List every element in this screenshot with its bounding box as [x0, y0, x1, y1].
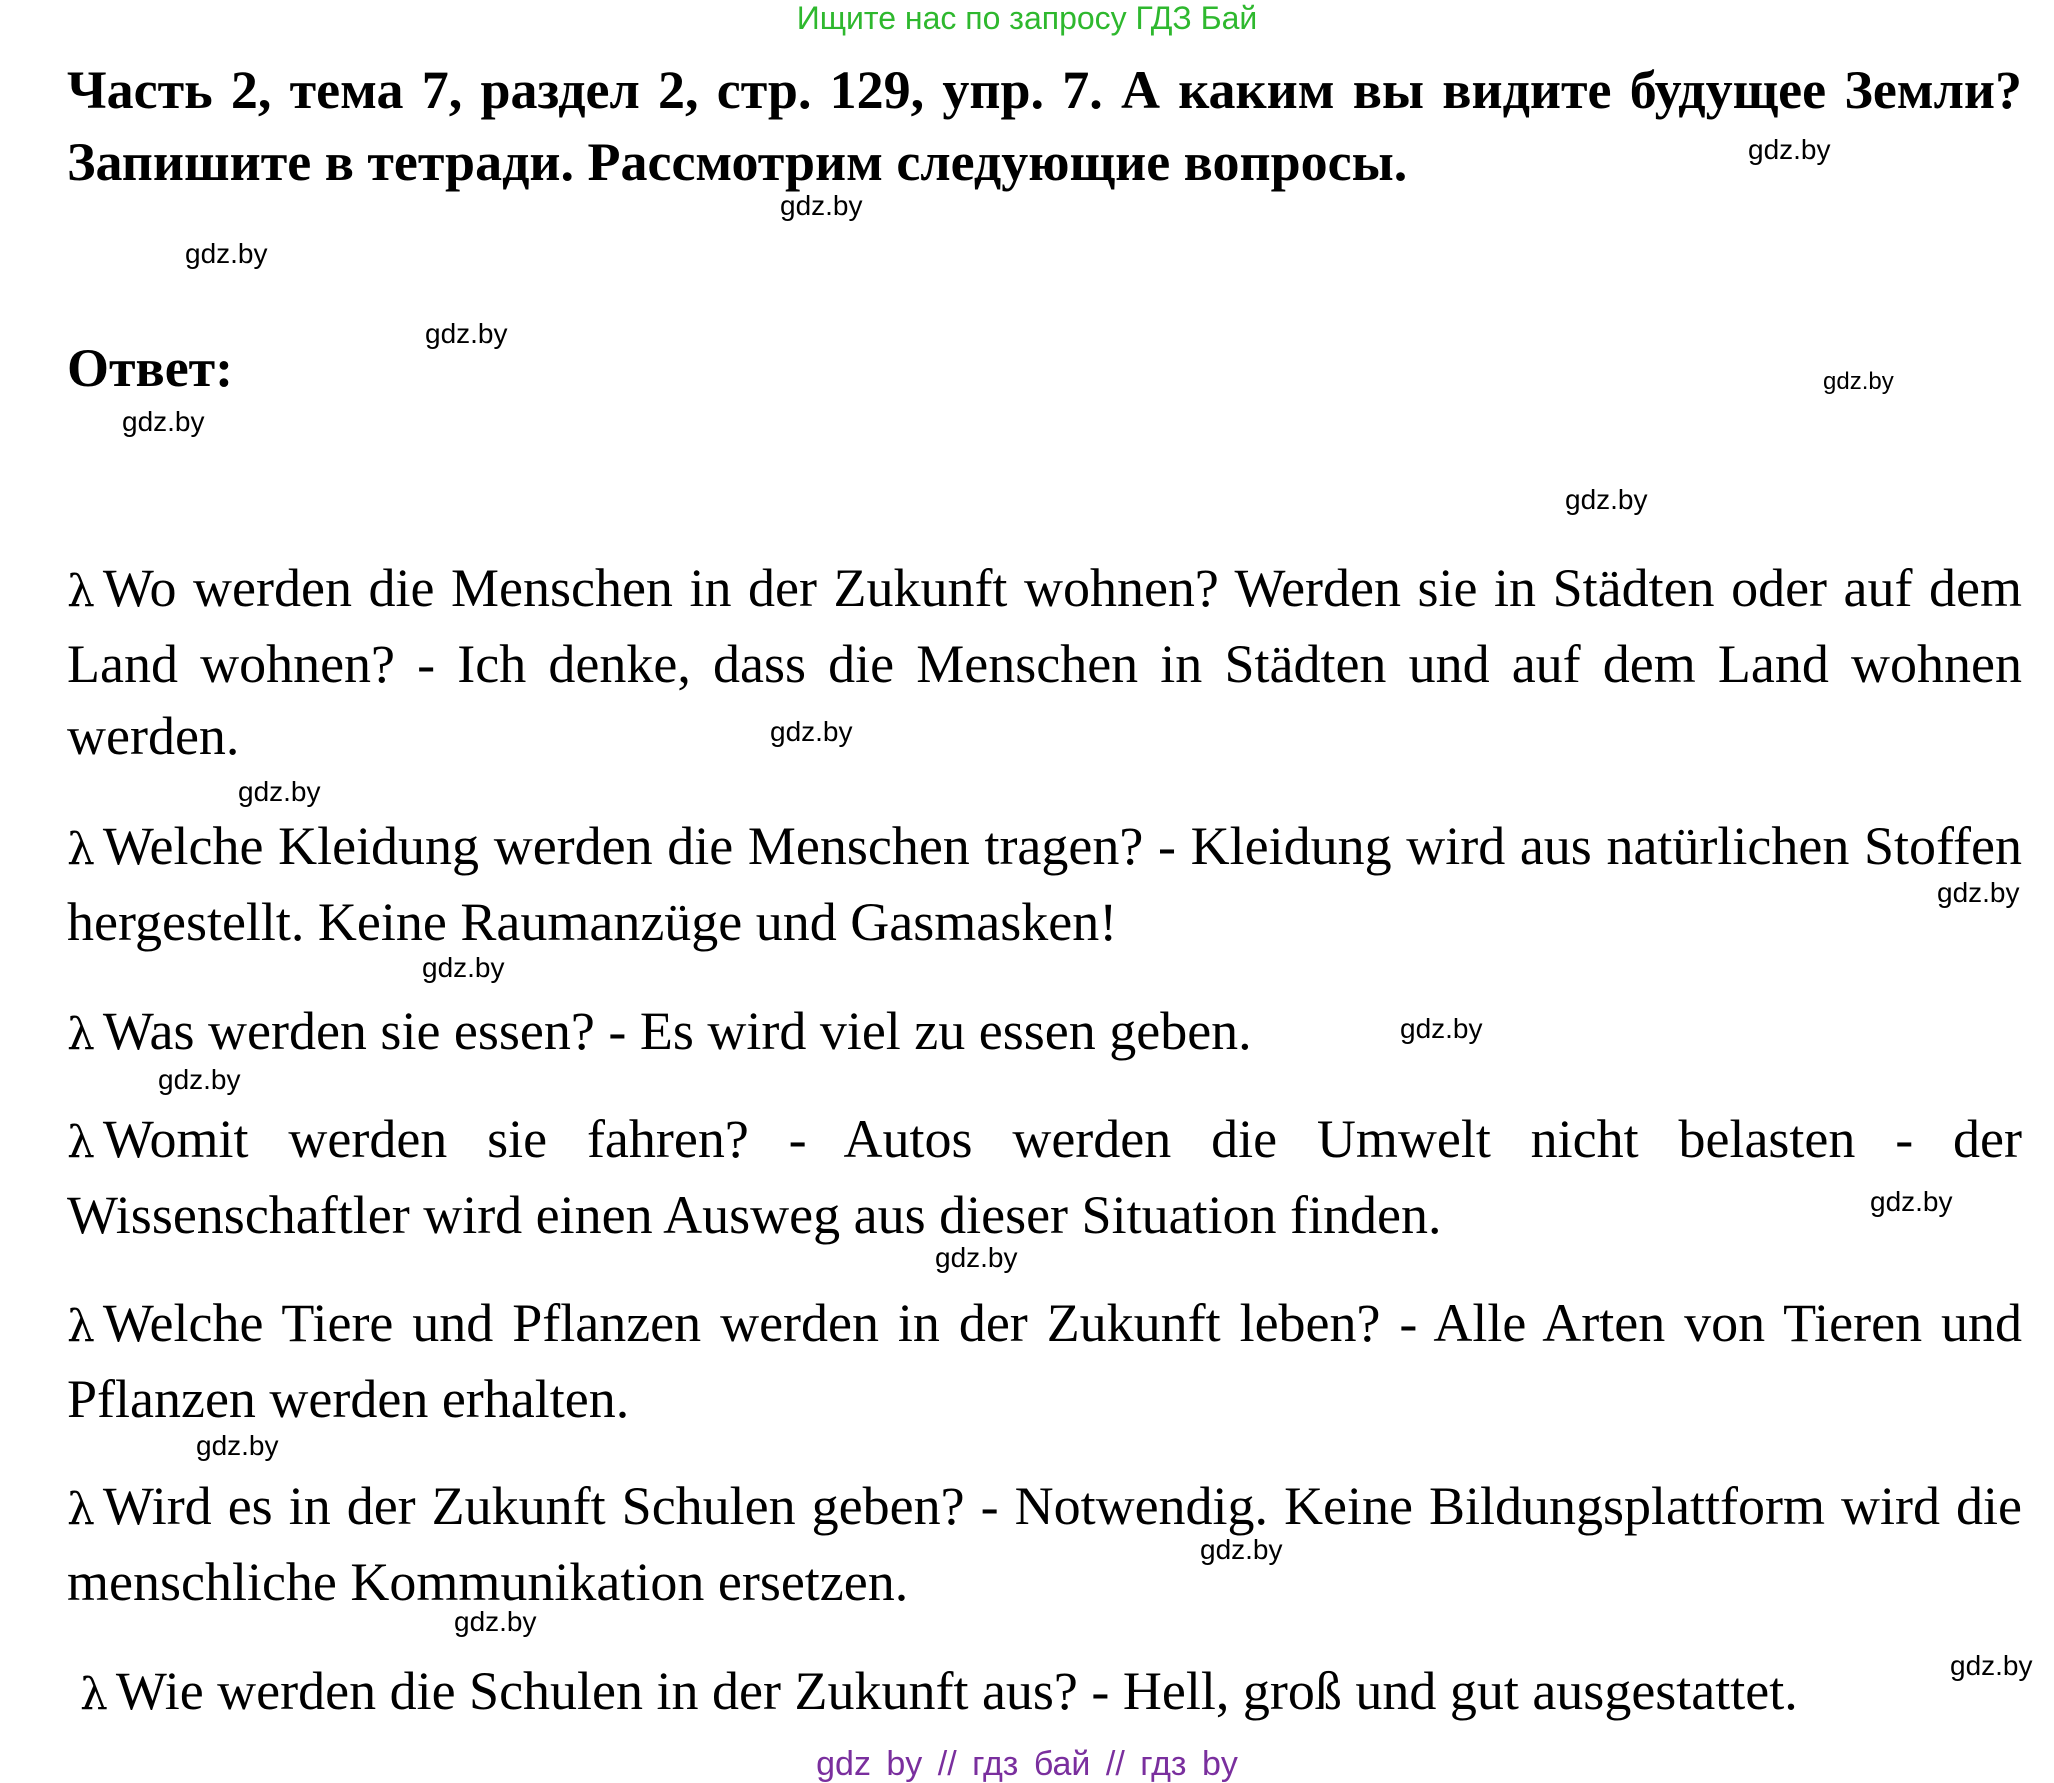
bullet-marker: λ: [67, 1484, 95, 1535]
watermark: gdz.by: [1870, 1186, 1953, 1217]
qa-item-7: [80, 1655, 1960, 1731]
watermark: gdz.by: [422, 952, 505, 983]
watermark: gdz.by: [1950, 1650, 2033, 1681]
watermark: gdz.by: [1748, 134, 1831, 165]
qa-item-5: [67, 1287, 2022, 1435]
qa-text-3: Was werden sie essen? - Es wird viel zu essen geben.: [102, 1001, 1252, 1061]
bullet-marker: λ: [80, 1669, 108, 1720]
qa-text-6: Wird es in der Zukunft Schulen geben? - Notwendig. Keine Bildungsplattform wird die menschliche Kommunikation ersetzen.: [67, 1476, 2022, 1612]
watermark: gdz.by: [122, 406, 205, 437]
qa-text-5: Welche Tiere und Pflanzen werden in der Zukunft leben? - Alle Arten von Tieren und Pflanzen werden erhalten.: [67, 1293, 2022, 1429]
watermark: gdz.by: [1200, 1534, 1283, 1565]
watermark: gdz.by: [425, 318, 508, 349]
watermark: gdz.by: [1823, 368, 1894, 395]
watermark: gdz.by: [158, 1064, 241, 1095]
bullet-marker: λ: [67, 1009, 95, 1060]
footer-links: gdz by // гдз бай // гдз by: [816, 1745, 1238, 1783]
qa-item-2: [67, 810, 2022, 958]
answer-label: Ответ:: [67, 338, 234, 398]
watermark: gdz.by: [780, 190, 863, 221]
qa-item-4: [67, 1103, 2022, 1251]
bullet-marker: λ: [67, 824, 95, 875]
watermark: gdz.by: [935, 1242, 1018, 1273]
exercise-heading: Часть 2, тема 7, раздел 2, стр. 129, упр. 7. А каким вы видите будущее Земли? Запишите в тетради. Рассмотрим следующие вопросы.: [67, 60, 2022, 192]
watermark: gdz.by: [185, 238, 268, 269]
watermark: gdz.by: [196, 1430, 279, 1461]
bullet-marker: λ: [67, 1301, 95, 1352]
watermark: gdz.by: [1565, 484, 1648, 515]
qa-text-4: Womit werden sie fahren? - Autos werden die Umwelt nicht belasten - der Wissenschaftler wird einen Ausweg aus dieser Situation finden.: [67, 1109, 2022, 1245]
watermark: gdz.by: [238, 776, 321, 807]
qa-item-6: [67, 1470, 2022, 1618]
qa-text-1: Wo werden die Menschen in der Zukunft wohnen? Werden sie in Städten oder auf dem Land wohnen? - Ich denke, dass die Menschen in Städten und auf dem Land wohnen werden.: [67, 558, 2022, 766]
watermark: gdz.by: [1937, 877, 2020, 908]
watermark: gdz.by: [1400, 1013, 1483, 1044]
qa-item-3: [67, 995, 2022, 1071]
bullet-marker: λ: [67, 566, 95, 617]
watermark: gdz.by: [770, 716, 853, 747]
qa-item-1: [67, 552, 2022, 772]
watermark: gdz.by: [454, 1606, 537, 1637]
qa-text-2: Welche Kleidung werden die Menschen tragen? - Kleidung wird aus natürlichen Stoffen hergestellt. Keine Raumanzüge und Gasmasken!: [67, 816, 2022, 952]
top-banner: Ищите нас по запросу ГДЗ Бай: [796, 0, 1258, 36]
qa-text-7: Wie werden die Schulen in der Zukunft aus? - Hell, groß und gut ausgestattet.: [115, 1661, 1798, 1721]
bullet-marker: λ: [67, 1117, 95, 1168]
